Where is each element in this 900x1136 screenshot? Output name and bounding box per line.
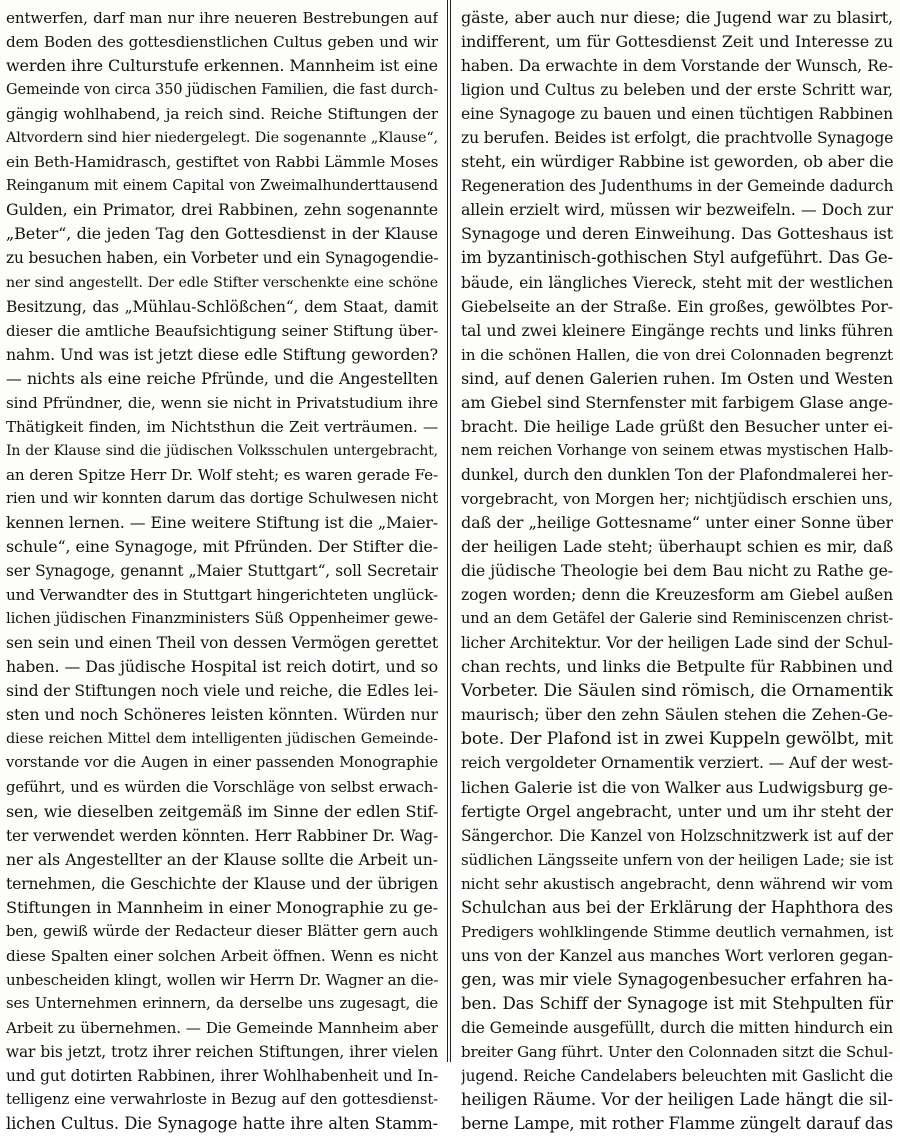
text-line: dem Boden des gottesdienstlichen Cultus geben und wir bbox=[6, 33, 438, 52]
text-line: zu besuchen haben, ein Vorbeter und ein Synagogendie- bbox=[6, 249, 438, 268]
text-column-right bbox=[461, 6, 893, 1136]
text-line: — nichts als eine reiche Pfründe, und die Angestellten bbox=[6, 368, 438, 388]
text-line: Stiftungen in Mannheim in einer Monographie zu ge- bbox=[6, 897, 438, 917]
text-line: am Giebel sind Sternfenster mit farbigem Glase ange- bbox=[461, 392, 893, 412]
text-line: bracht. Die heilige Lade grüßt den Besucher unter ei- bbox=[461, 416, 893, 436]
text-line: und an dem Getäfel der Galerie sind Reminiscenzen christ- bbox=[461, 610, 893, 628]
text-line: werden ihre Culturstufe erkennen. Mannheim ist eine bbox=[6, 56, 438, 76]
text-line: eine Synagoge zu bauen und einen tüchtigen Rabbinen bbox=[461, 105, 893, 124]
text-line: breiter Gang führt. Unter den Colonnaden sitzt die Schul- bbox=[461, 1043, 893, 1062]
text-line: vorgebracht, von Morgen her; nichtjüdisch erschien uns, bbox=[461, 489, 893, 508]
text-line: schule“, eine Synagoge, mit Pfründen. Der Stifter die- bbox=[6, 537, 438, 557]
text-line: sind Pfründner, die, wenn sie nicht in Privatstudium ihre bbox=[6, 393, 438, 412]
text-line: sind, auf denen Galerien ruhen. Im Osten und Westen bbox=[461, 368, 893, 388]
text-line: gängig wohlhabend, ja reich sind. Reiche Stiftungen der bbox=[6, 105, 438, 124]
text-line: gen, was mir viele Synagogenbesucher erfahren ha- bbox=[461, 969, 893, 989]
text-line: ben. Das Schiff der Synagoge ist mit Stehpulten für bbox=[461, 993, 893, 1013]
text-line: nem reichen Vorhange von seinem etwas mystischen Halb- bbox=[461, 441, 893, 459]
text-line: sen, wie dieselben zeitgemäß im Sinne der edlen Stif- bbox=[6, 801, 438, 821]
text-line: nicht sehr akustisch angebracht, denn während wir vom bbox=[461, 874, 893, 893]
text-line: Gulden, ein Primator, drei Rabbinen, zehn sogenannte bbox=[6, 200, 438, 220]
text-line: Vorbeter. Die Säulen sind römisch, die Ornamentik bbox=[461, 681, 893, 702]
text-line: Schulchan aus bei der Erklärung der Haphthora des bbox=[461, 897, 893, 917]
text-line: ein Beth-Hamidrasch, gestiftet von Rabbi Lämmle Moses bbox=[6, 153, 438, 172]
text-line: ner sind angestellt. Der edle Stifter verschenkte eine schöne bbox=[6, 274, 438, 291]
text-line: uns von der Kanzel aus manches Wort verloren gegan- bbox=[461, 945, 893, 965]
text-line: daß der „heilige Gottesname“ unter einer Sonne über bbox=[461, 512, 893, 532]
text-line: lichen Galerie ist die von Walker aus Ludwigsburg ge- bbox=[461, 777, 893, 797]
text-line: diese Spalten einer solchen Arbeit öffnen. Wenn es nicht bbox=[6, 946, 438, 965]
text-line: sind der Stiftungen noch viele und reiche, die Edles lei- bbox=[6, 682, 438, 701]
text-line: der heiligen Lade steht; überhaupt schien es mir, daß bbox=[461, 537, 893, 557]
text-line: dunkel, durch den dunklen Ton der Plafondmalerei her- bbox=[461, 465, 893, 484]
text-line: ben, gewiß würde der Redacteur dieser Blätter gern auch bbox=[6, 922, 438, 940]
text-column-left bbox=[6, 6, 438, 1136]
text-line: In der Klause sind die jüdischen Volksschulen untergebracht, bbox=[6, 442, 438, 459]
text-line: ligion und Cultus zu beleben und der erste Schritt war, bbox=[461, 81, 893, 100]
text-line: maurisch; über den zehn Säulen stehen die Zehen-Ge- bbox=[461, 705, 893, 725]
text-line: tal und zwei kleinere Eingänge rechts und links führen bbox=[461, 321, 893, 340]
text-line: allein erzielt wird, müssen wir bezweifeln. — Doch zur bbox=[461, 200, 893, 220]
text-line: bote. Der Plafond ist in zwei Kuppeln gewölbt, mit bbox=[461, 729, 893, 750]
text-line: lichen Cultus. Die Synagoge hatte ihre alten Stamm- bbox=[6, 1114, 438, 1134]
text-line: Predigers wohlklingende Stimme deutlich vernahmen, ist bbox=[461, 922, 893, 941]
column-divider bbox=[447, 0, 451, 1062]
text-line: ter verwendet werden könnten. Herr Rabbiner Dr. Wag- bbox=[6, 826, 438, 845]
text-line: gäste, aber auch nur diese; die Jugend war zu blasirt, bbox=[461, 8, 893, 27]
text-line: jugend. Reiche Candelabers beleuchten mit Gaslicht die bbox=[461, 1067, 893, 1086]
text-line: diese reichen Mittel dem intelligenten jüdischen Gemeinde- bbox=[6, 731, 438, 748]
text-line: Arbeit zu übernehmen. — Die Gemeinde Mannheim aber bbox=[6, 1018, 438, 1037]
text-line: Synagoge und deren Einweihung. Das Gotteshaus ist bbox=[461, 224, 893, 244]
text-line: ses Unternehmen erinnern, da derselbe uns zugesagt, die bbox=[6, 994, 438, 1012]
text-line: lichen jüdischen Finanzministers Süß Oppenheimer gewe- bbox=[6, 610, 438, 628]
text-line: Giebelseite an der Straße. Ein großes, gewölbtes Por- bbox=[461, 296, 893, 316]
text-line: heiligen Räume. Vor der heiligen Lade hängt die sil- bbox=[461, 1090, 893, 1110]
text-line: licher Architektur. Vor der heiligen Lade sind der Schul- bbox=[461, 634, 893, 653]
text-line: Gemeinde von circa 350 jüdischen Familien, die fast durch- bbox=[6, 81, 438, 99]
text-line: Regeneration des Judenthums in der Gemeinde dadurch bbox=[461, 177, 893, 196]
text-line: ner als Angestellter an der Klause sollte die Arbeit un- bbox=[6, 849, 438, 869]
text-line: ternehmen, die Geschichte der Klause und der übrigen bbox=[6, 874, 438, 893]
text-line: ser Synagoge, genannt „Maier Stuttgart“, soll Secretair bbox=[6, 562, 438, 581]
text-line: kennen lernen. — Eine weitere Stiftung ist die „Maier- bbox=[6, 512, 438, 532]
text-line: unbescheiden klingt, wollen wir Herrn Dr. Wagner an die- bbox=[6, 970, 438, 989]
text-line: südlichen Längsseite unfern von der heiligen Lade; sie ist bbox=[461, 850, 893, 869]
text-line: „Beter“, die jeden Tag den Gottesdienst in der Klause bbox=[6, 224, 438, 244]
text-line: fertigte Orgel angebracht, unter und um ihr steht der bbox=[461, 801, 893, 821]
text-line: an deren Spitze Herr Dr. Wolf steht; es waren gerade Fe- bbox=[6, 465, 438, 484]
text-line: die jüdische Theologie bei dem Bau nicht zu Rathe ge- bbox=[461, 561, 893, 581]
text-line: in die schönen Hallen, die von drei Colonnaden begrenzt bbox=[461, 345, 893, 364]
text-line: haben. — Das jüdische Hospital ist reich dotirt, und so bbox=[6, 657, 438, 677]
text-line: telligenz eine verwahrloste in Bezug auf den gottesdienst- bbox=[6, 1091, 438, 1109]
text-line: dieser die amtliche Beaufsichtigung seiner Stiftung über- bbox=[6, 321, 438, 340]
text-line: und gut dotirten Rabbinen, ihrer Wohlhabenheit und In- bbox=[6, 1067, 438, 1086]
text-line: sten und noch Schöneres leisten könnten. Würden nur bbox=[6, 705, 438, 725]
text-line: indifferent, um für Gottesdienst Zeit und Interesse zu bbox=[461, 32, 893, 52]
text-line: berne Lampe, mit rother Flamme züngelt darauf das bbox=[461, 1114, 893, 1134]
text-line: Sängerchor. Die Kanzel von Holzschnitzwerk ist auf der bbox=[461, 826, 893, 845]
text-line: steht, ein würdiger Rabbine ist geworden, ob aber die bbox=[461, 152, 893, 172]
text-line: Besitzung, das „Mühlau-Schlößchen“, dem Staat, damit bbox=[6, 297, 438, 316]
text-line: bäude, ein längliches Viereck, steht mit der westlichen bbox=[461, 273, 893, 292]
text-line: rien und wir konnten darum das dortige Schulwesen nicht bbox=[6, 489, 438, 507]
text-line: zogen worden; denn die Kreuzesform am Giebel außen bbox=[461, 586, 893, 605]
text-line: chan rechts, und links die Betpulte für Rabbinen und bbox=[461, 657, 893, 677]
text-line: haben. Da erwachte in dem Vorstande der Wunsch, Re- bbox=[461, 57, 893, 76]
text-line: sen sein und einen Theil von dessen Vermögen gerettet bbox=[6, 634, 438, 653]
text-line: und Verwandter des in Stuttgart hingerichteten unglück- bbox=[6, 586, 438, 605]
text-line: reich vergoldeter Ornamentik verziert. — Auf der west- bbox=[461, 754, 893, 773]
text-line: die Gemeinde ausgefüllt, durch die mitten hindurch ein bbox=[461, 1018, 893, 1037]
text-line: nahm. Und was ist jetzt diese edle Stiftung geworden? bbox=[6, 344, 438, 364]
text-line: zu berufen. Beides ist erfolgt, die prachtvolle Synagoge bbox=[461, 129, 893, 148]
text-line: vorstande vor die Augen in einer passenden Monographie bbox=[6, 754, 438, 772]
text-line: Altvordern sind hier niedergelegt. Die sogenannte „Klause“, bbox=[6, 130, 438, 147]
text-line: Thätigkeit finden, im Nichtsthun die Zeit verträumen. — bbox=[6, 417, 438, 436]
text-line: entwerfen, darf man nur ihre neueren Bestrebungen auf bbox=[6, 9, 438, 27]
text-line: Reinganum mit einem Capital von Zweimalhunderttausend bbox=[6, 177, 438, 195]
text-line: geführt, und es würden die Vorschläge von selbst erwach- bbox=[6, 778, 438, 796]
text-line: im byzantinisch-gothischen Styl aufgeführt. Das Ge- bbox=[461, 248, 893, 268]
text-line: war bis jetzt, trotz ihrer reichen Stiftungen, ihrer vielen bbox=[6, 1043, 438, 1062]
